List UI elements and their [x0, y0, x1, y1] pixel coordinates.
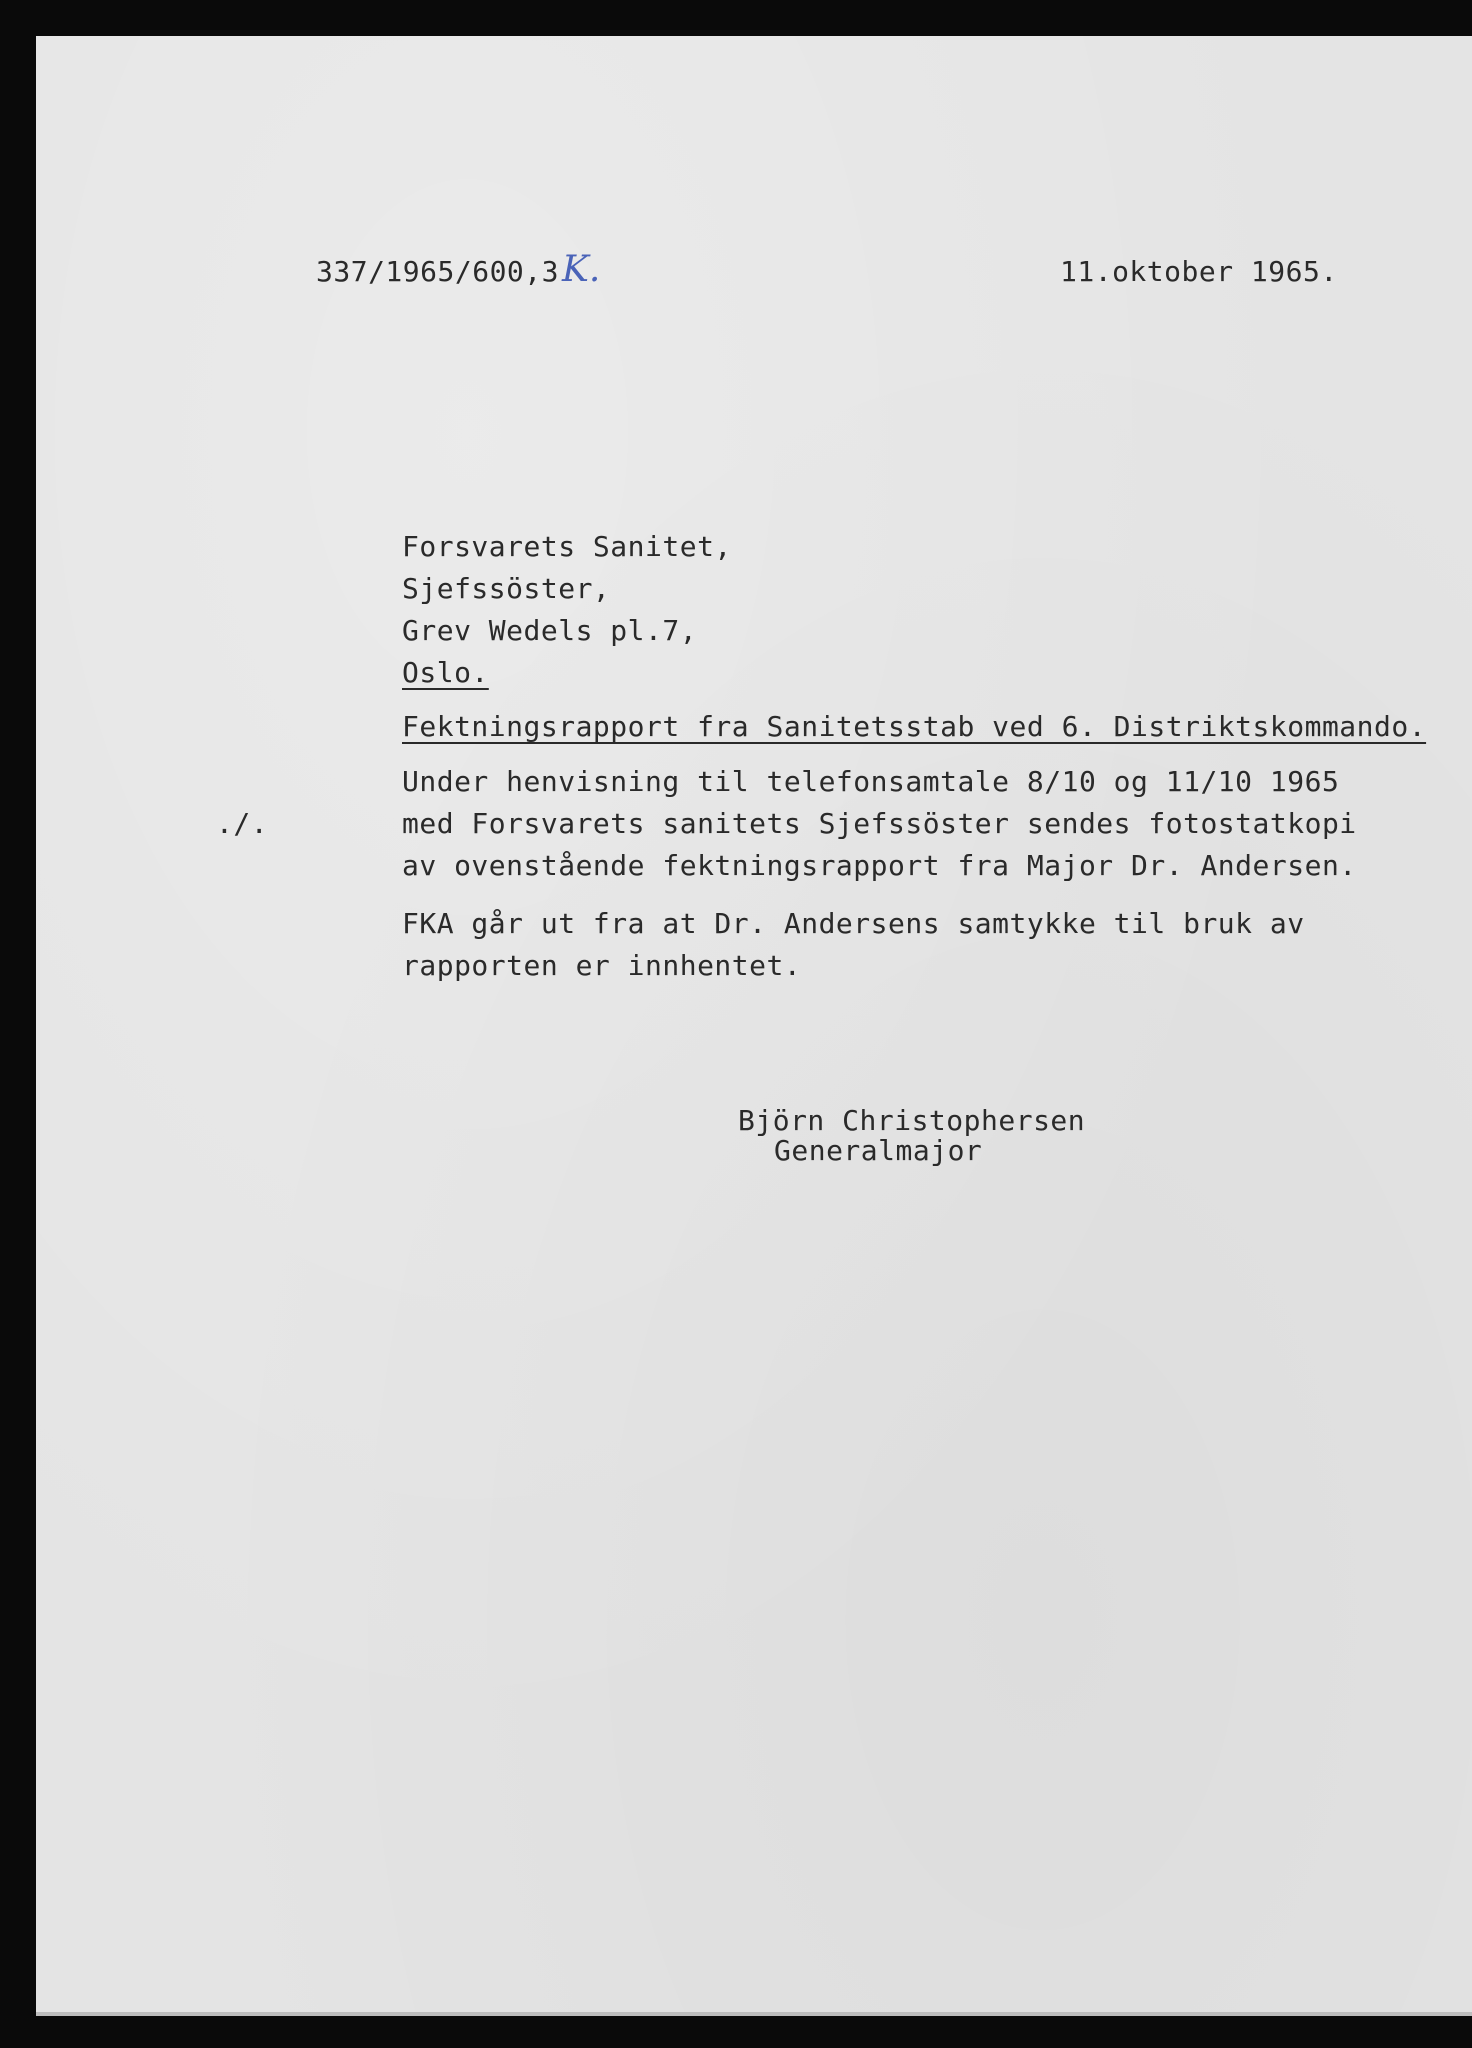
recipient-line: Sjefssöster,	[402, 572, 611, 605]
body-line: av ovenstående fektningsrapport fra Major Dr. Andersen.	[402, 849, 1357, 882]
recipient-city: Oslo.	[402, 656, 489, 689]
recipient-line: Grev Wedels pl.7,	[402, 614, 698, 647]
subject-line: Fektningsrapport fra Sanitetsstab ved 6. Distriktskommando.	[402, 710, 1427, 743]
signature-title: Generalmajor	[774, 1134, 983, 1167]
signature-name: Björn Christophersen	[738, 1104, 1086, 1137]
body-line: Under henvisning til telefonsamtale 8/10 og 11/10 1965	[402, 765, 1340, 798]
handwritten-mark: K.	[562, 249, 601, 290]
page-edge	[36, 2012, 1472, 2016]
body-line: FKA går ut fra at Dr. Andersens samtykke til bruk av	[402, 907, 1305, 940]
reference-number: 337/1965/600,3	[316, 255, 560, 288]
body-line: med Forsvarets sanitets Sjefssöster sendes fotostatkopi	[402, 807, 1357, 840]
document-page	[36, 36, 1472, 2016]
letter-date: 11.oktober 1965.	[1060, 255, 1338, 288]
body-line: rapporten er innhentet.	[402, 949, 802, 982]
enclosure-mark: ./.	[216, 807, 269, 840]
recipient-line: Forsvarets Sanitet,	[402, 530, 732, 563]
